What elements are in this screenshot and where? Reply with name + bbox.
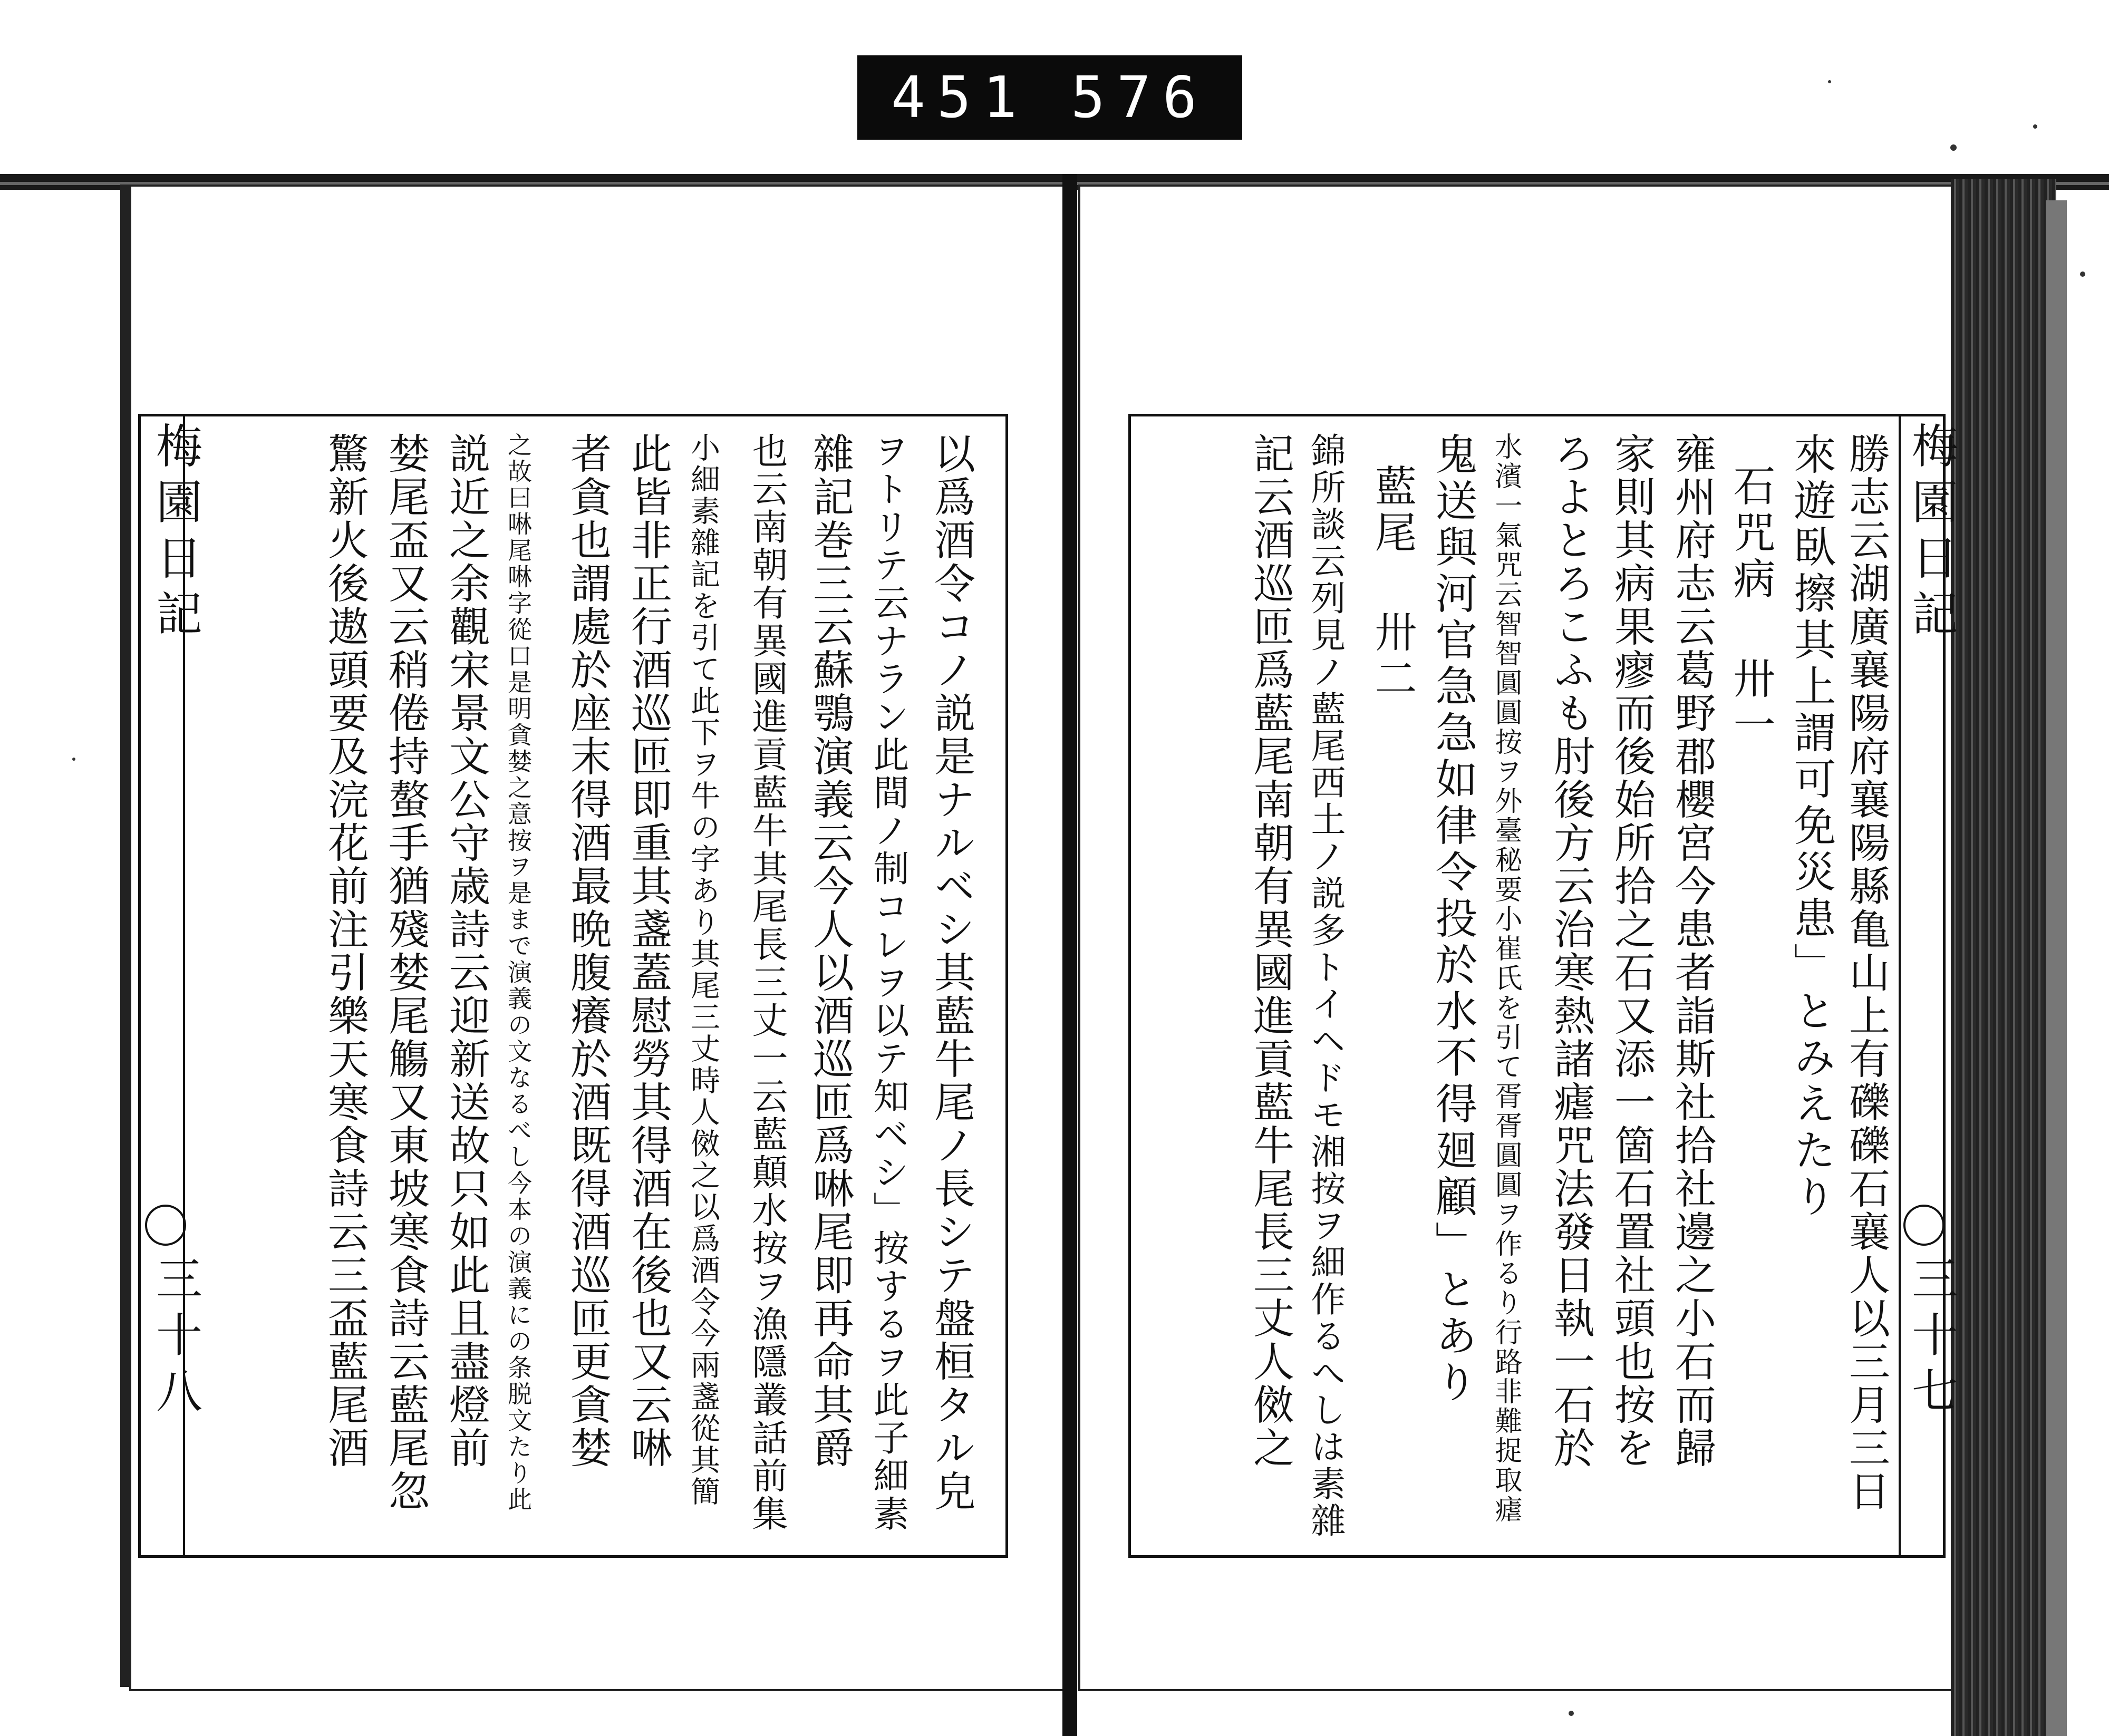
right-leaf-number: 三十七 [1904,1255,1959,1422]
left-col-2: ヲトリテ云ナラン此間ノ制コレヲ以テ知ベシ」按するヲ此子細素 [867,432,909,1533]
left-leaf-number: 三十八 [149,1255,203,1422]
right-col-5: 雍州府志云葛野郡櫻宮今患者詣斯社拾社邊之小石而歸 [1668,432,1716,1470]
catalog-number-label [857,55,1242,140]
right-hanshin-title: 梅園日記 [1904,422,1959,645]
book-fore-edge [1951,179,2056,1736]
book-gutter [1062,174,1077,1736]
right-col-3: 來遊臥擦其上謂可免災患」とみえたり [1787,432,1836,1221]
right-col-7: ろよとろこふも肘後方云治寒熱諸瘧咒法發日執一石於 [1547,432,1594,1470]
left-col-5: 小細素雜記を引て此下ヲ牛の字あり其尾三丈時人傚之以爲酒令今兩盞從其簡 [686,432,720,1508]
right-col-9: 鬼送與河官急急如律令投於水不得廻顧」とあり [1428,432,1477,1407]
right-col-4: 石咒病 卅一 [1726,464,1775,749]
left-hanshin-title: 梅園日記 [149,422,203,645]
left-col-9: 説近之余觀宋景文公守歳詩云迎新送故只如此且盡燈前 [442,432,490,1470]
right-col-6: 家則其病果瘳而後始所拾之石又添一箇石置社頭也按を [1608,432,1655,1470]
left-col-6: 此皆非正行酒巡匝即重其盞蓋慰勞其得酒在後也又云啉 [624,432,672,1470]
right-col-10: 藍尾 卅二 [1368,464,1417,703]
left-fold-mark [145,1205,186,1246]
left-col-10: 婪尾盃又云稍倦持螯手猶殘婪尾觴又東坡寒食詩云藍尾忽 [382,432,429,1513]
right-col-2: 勝志云湖廣襄陽府襄陽縣亀山上有礫礫石襄人以三月三日 [1842,432,1890,1513]
book-fore-edge-shade [2046,200,2067,1736]
right-col-12: 記云酒巡匝爲藍尾南朝有異國進貢藍牛尾長三丈人傚之 [1246,432,1294,1470]
left-col-7: 者貪也謂處於座末得酒最晩腹癢於酒既得酒巡匝更貪婪 [564,432,611,1470]
left-col-4: 也云南朝有異國進貢藍牛其尾長三丈一云藍顛水按ヲ漁隱叢話前集 [746,432,788,1533]
catalog-number-left: 451 [891,64,1029,131]
left-col-8: 之故曰啉尾啉字從口是明貪婪之意按ヲ是まで演義の文なるべし今本の演義にの条脱文たり此 [504,432,533,1513]
left-col-11: 驚新火後遨頭要及浣花前注引樂天寒食詩云三盃藍尾酒 [321,432,369,1470]
left-col-3: 雜記巻三云蘇鶚演義云今人以酒巡匝爲啉尾即再命其爵 [806,432,854,1470]
catalog-number-right: 576 [1071,64,1209,131]
right-fold-mark [1903,1205,1944,1246]
left-col-1: 以爲酒令コノ説是ナルベシ其藍牛尾ノ長シテ盤桓タル皃 [927,432,975,1513]
right-col-8: 水濱一氣咒云智智圓圓按ヲ外臺秘要小崔氏を引て胥胥圓圓ヲ作るり行路非難捉取瘧 [1490,432,1522,1525]
right-col-11: 錦所談云列見ノ藍尾西土ノ説多トイヘドモ湘按ヲ細作るへしは素雜 [1305,432,1346,1539]
